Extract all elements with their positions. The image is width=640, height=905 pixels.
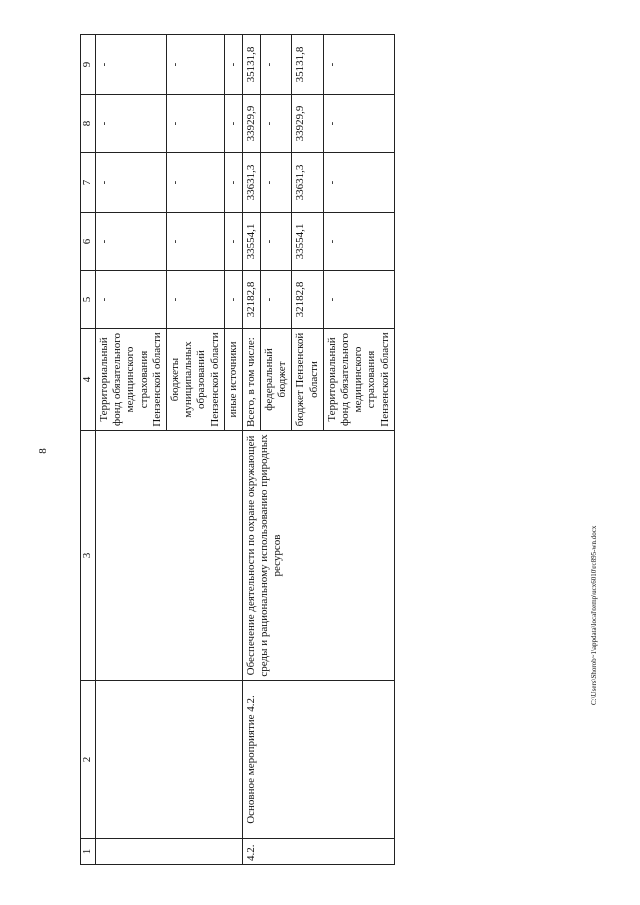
source-label: Всего, в том числе: (242, 329, 260, 431)
page-number: 8 (36, 448, 49, 454)
program-table (80, 34, 395, 865)
source-label: бюджеты муниципальных образований Пензенской области (166, 329, 224, 431)
source-label: бюджет Пензенской области (292, 329, 323, 431)
source-label: иные источники (224, 329, 242, 431)
footer-path: C:\Users\Shorob~1\appdata\local\temp\ucx6010\rc895-wn.docx (590, 525, 598, 705)
col-num: 7 (81, 153, 96, 213)
col-num: 3 (81, 431, 96, 681)
column-number-row (81, 35, 96, 865)
item-description: Обеспечение деятельности по охране окружающей среды и рациональному использованию природных ресурсов (242, 431, 394, 681)
source-label: Территориальный фонд обязательного медицинского страхования Пензенской области (323, 329, 394, 431)
col-num: 2 (81, 681, 96, 839)
col-num: 8 (81, 95, 96, 153)
col-num: 4 (81, 329, 96, 431)
table-row: 4.2. Основное мероприятие 4.2. Обеспечение деятельности по охране окружающей среды и рациональному использованию природных ресурсов Всего, в том числе: 32182,8 33554,1 33631,3 33929,9 35131,8 (242, 35, 260, 865)
col-num: 5 (81, 271, 96, 329)
item-number: 4.2. (242, 839, 394, 865)
table-row: иные источники - - - - - (224, 35, 242, 865)
source-label: федеральный бюджет (261, 329, 292, 431)
table-row: Территориальный фонд обязательного медицинского страхования Пензенской области - - - - - (323, 35, 394, 865)
source-label: Территориальный фонд обязательного медицинского страхования Пензенской области (96, 329, 167, 431)
table-row: федеральный бюджет - - - - - (261, 35, 292, 865)
rotated-page (80, 35, 595, 865)
table-row: Территориальный фонд обязательного медицинского страхования Пензенской области - - - - - (96, 35, 167, 865)
col-num: 6 (81, 213, 96, 271)
table-row: бюджеты муниципальных образований Пензенской области - - - - - (166, 35, 224, 865)
col-num: 9 (81, 35, 96, 95)
item-title: Основное мероприятие 4.2. (242, 681, 394, 839)
table-row: бюджет Пензенской области 32182,8 33554,1 33631,3 33929,9 35131,8 (292, 35, 323, 865)
col-num: 1 (81, 839, 96, 865)
